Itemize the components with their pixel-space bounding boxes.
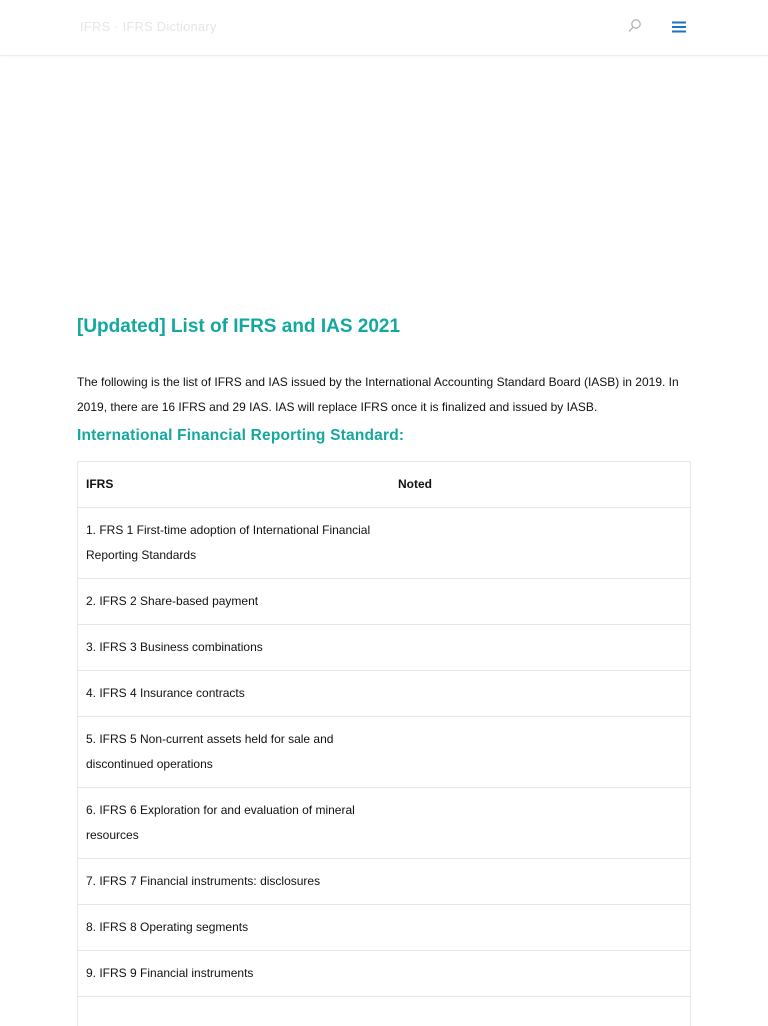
- table-row: [78, 859, 691, 905]
- table-row: [78, 997, 691, 1026]
- ifrs-table: [77, 461, 691, 1026]
- hamburger-menu-icon[interactable]: [671, 20, 687, 34]
- table-cell-ifrs: [78, 997, 391, 1026]
- table-cell-noted: [390, 625, 691, 671]
- table-cell-ifrs: 8. IFRS 8 Operating segments: [78, 905, 391, 951]
- site-header: [0, 0, 768, 56]
- table-row: [78, 671, 691, 717]
- table-row: [78, 717, 691, 788]
- ad-placeholder: [0, 56, 768, 306]
- page-title: [Updated] List of IFRS and IAS 2021: [77, 316, 400, 338]
- table-cell-noted: [390, 859, 691, 905]
- table-cell-ifrs: 2. IFRS 2 Share-based payment: [78, 579, 391, 625]
- table-row: [78, 905, 691, 951]
- site-logo[interactable]: IFRS · IFRS Dictionary: [80, 19, 217, 34]
- table-cell-noted: [390, 997, 691, 1026]
- table-row: [78, 579, 691, 625]
- table-cell-ifrs: 5. IFRS 5 Non-current assets held for sale and discontinued operations: [78, 717, 391, 788]
- table-cell-ifrs: 7. IFRS 7 Financial instruments: disclosures: [78, 859, 391, 905]
- table-cell-noted: [390, 579, 691, 625]
- column-header-noted: Noted: [390, 462, 691, 508]
- intro-paragraph: The following is the list of IFRS and IAS issued by the International Accounting Standard Board (IASB) in 2019. In 2019, there are 16 IFRS and 29 IAS. IAS will replace IFRS once it is finalized and issued by IASB.: [77, 370, 697, 420]
- table-cell-noted: [390, 788, 691, 859]
- table-cell-noted: [390, 671, 691, 717]
- table-cell-ifrs: 9. IFRS 9 Financial instruments: [78, 951, 391, 997]
- table-cell-noted: [390, 717, 691, 788]
- table-row: [78, 508, 691, 579]
- table-row: [78, 951, 691, 997]
- table-cell-ifrs: 1. FRS 1 First-time adoption of International Financial Reporting Standards: [78, 508, 391, 579]
- search-icon[interactable]: [627, 18, 643, 34]
- table-row: [78, 625, 691, 671]
- table-cell-ifrs: 3. IFRS 3 Business combinations: [78, 625, 391, 671]
- table-cell-ifrs: 4. IFRS 4 Insurance contracts: [78, 671, 391, 717]
- column-header-ifrs: IFRS: [78, 462, 391, 508]
- table-row: [78, 788, 691, 859]
- table-cell-ifrs: 6. IFRS 6 Exploration for and evaluation of mineral resources: [78, 788, 391, 859]
- section-heading: International Financial Reporting Standard:: [77, 427, 404, 445]
- table-header-row: [78, 462, 691, 508]
- table-cell-noted: [390, 905, 691, 951]
- table-cell-noted: [390, 951, 691, 997]
- table-cell-noted: [390, 508, 691, 579]
